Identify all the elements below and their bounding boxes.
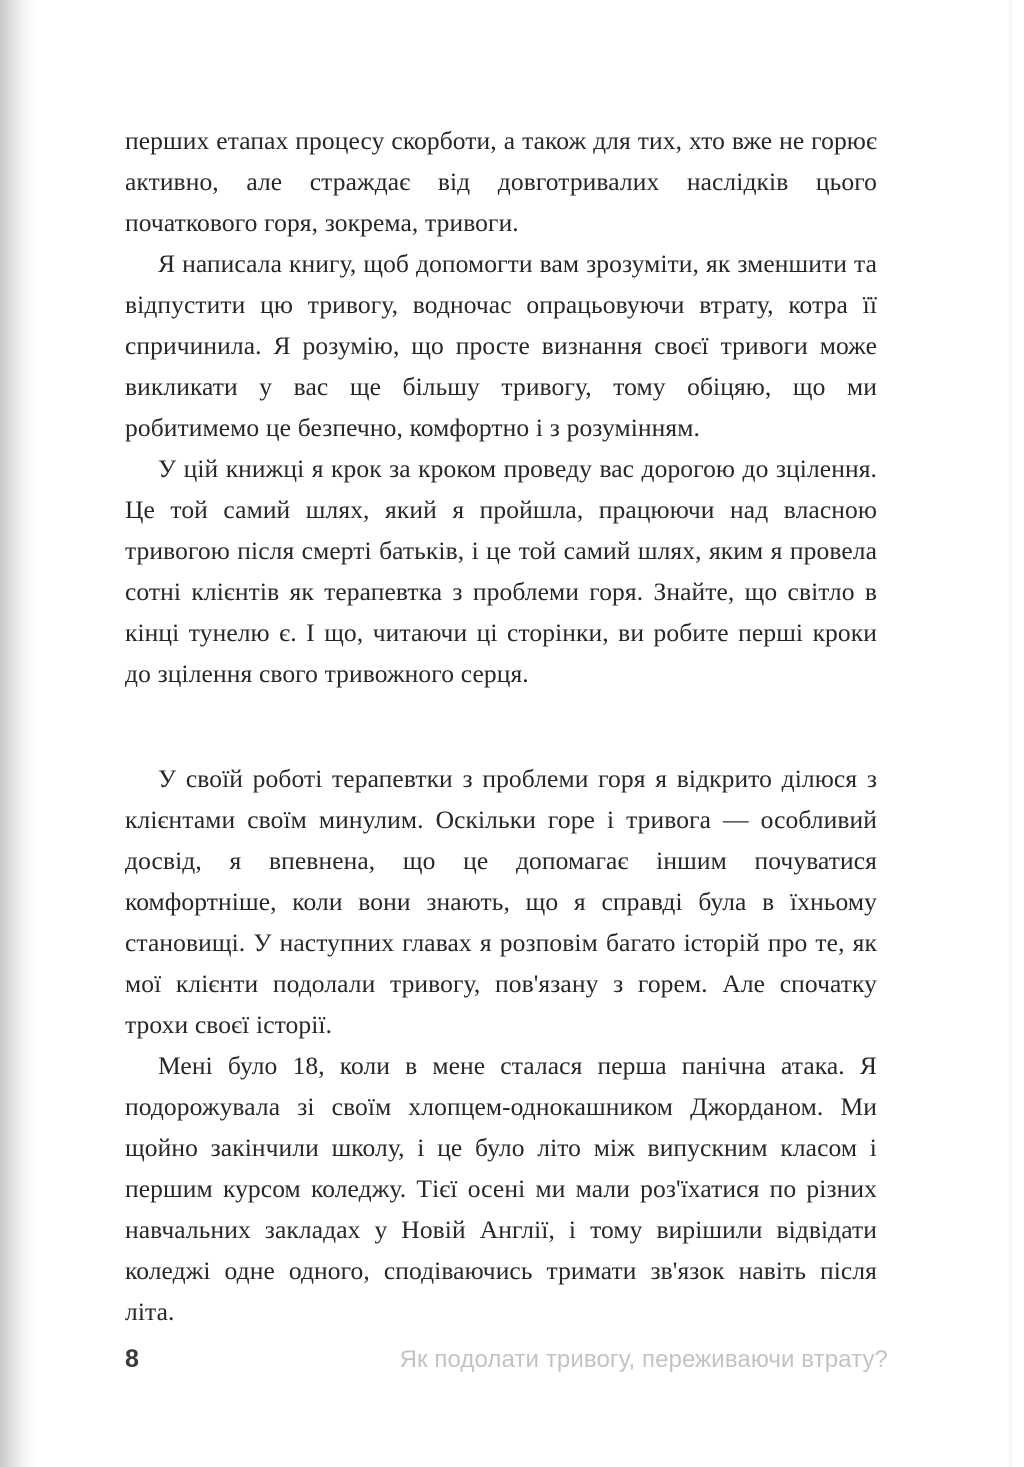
page-number: 8 <box>125 1345 139 1373</box>
paragraph-continued: перших етапах процесу скорботи, а також для тих, хто вже не горює активно, але страждає від довготривалих наслідків цього початкового горя, зокрема, тривоги. <box>125 126 877 237</box>
paragraph-wrote-book: Я написала книгу, щоб допомогти вам зрозуміти, як зменшити та відпустити цю тривогу, водночас опрацьовуючи втрату, котра її спричинила. Я розумію, що просте визнання своєї тривоги може викликати у вас ще більшу тривогу, тому обіцяю, що ми робитимемо це безпечно, комфортно і з розумінням. <box>125 249 877 442</box>
paragraph-my-work: У своїй роботі терапевтки з проблеми горя я відкрито ділюся з клієнтами своїм минулим. Оскільки горе і тривога — особливий досвід, я впевнена, що це допомагає іншим почуватися комфортніше, коли вони знають, що я справді була в їхньому становищі. У наступних главах я розповім багато історій про те, як мої клієнти подолали тривогу, пов'язану з горем. Але спочатку трохи своєї історії. <box>125 764 877 1039</box>
text-block-two <box>125 758 877 1332</box>
paragraph-panic-attack: Мені було 18, коли в мене сталася перша панічна атака. Я подорожувала зі своїм хлопцем-однокашником Джорданом. Ми щойно закінчили школу, і це було літо між випускним класом і першим курсом коледжу. Тієї осені ми мали роз'їхатися по різних навчальних закладах у Новій Англії, і тому вирішили відвідати коледжі одне одного, сподіваючись тримати зв'язок навіть після літа. <box>125 1051 877 1326</box>
section-break-spacer <box>125 694 877 758</box>
body-text-column <box>125 120 877 1332</box>
running-head-title: Як подолати тривогу, переживаючи втрату? <box>399 1346 888 1373</box>
page-trim-edge <box>1009 0 1012 1467</box>
page-footer <box>125 1347 888 1391</box>
spine-shadow-gradient <box>0 0 38 1467</box>
text-block-one <box>125 120 877 694</box>
paragraph-step-by-step: У цій книжці я крок за кроком проведу вас дорогою до зцілення. Це той самий шлях, який я пройшла, працюючи над власною тривогою після смерті батьків, і це той самий шлях, яким я провела сотні клієнтів як терапевтка з проблеми горя. Знайте, що світло в кінці тунелю є. І що, читаючи ці сторінки, ви робите перші кроки до зцілення свого тривожного серця. <box>125 454 877 688</box>
